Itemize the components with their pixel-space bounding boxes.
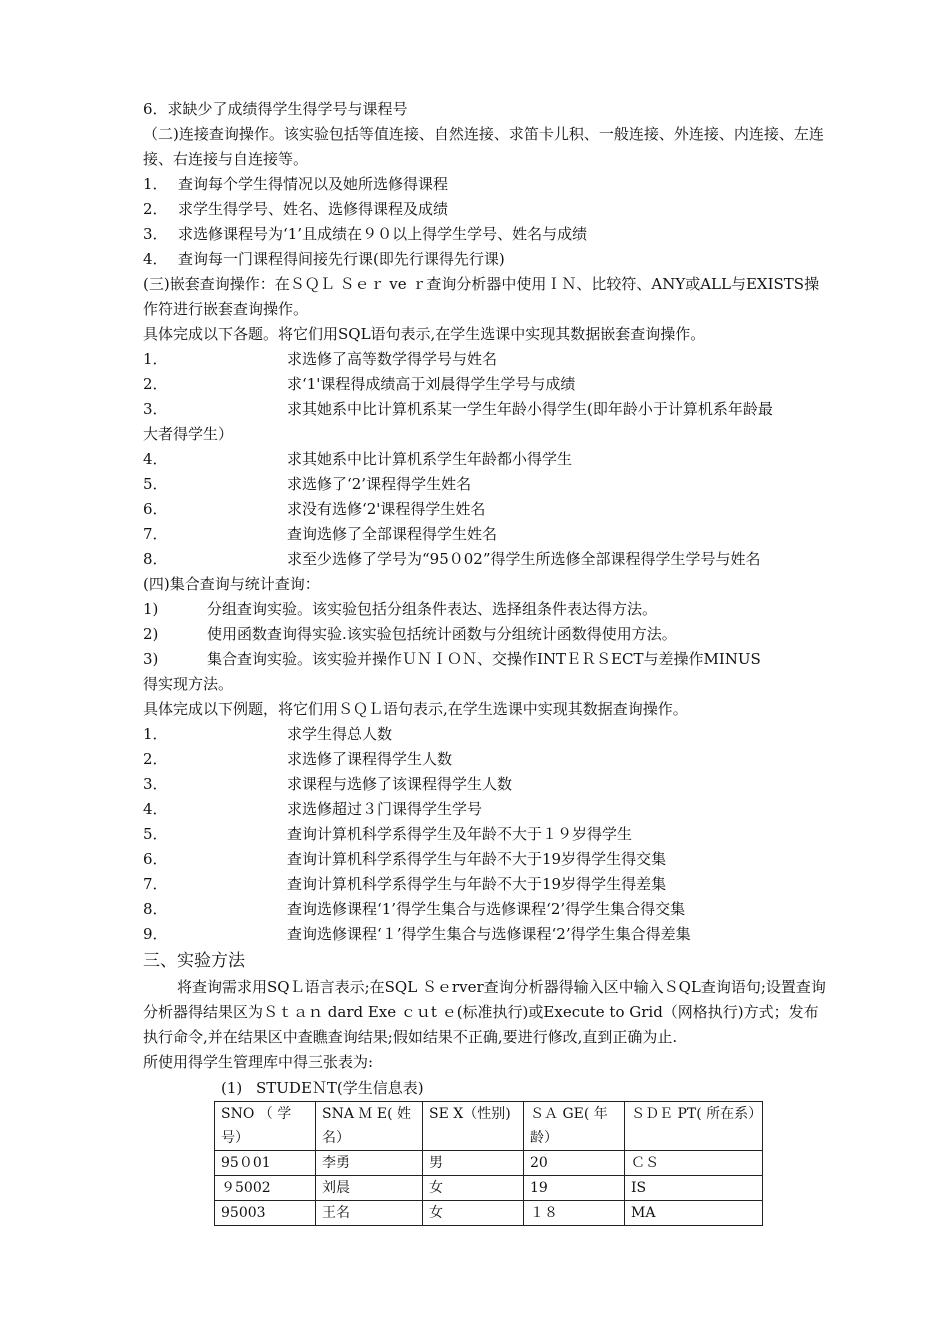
table-cell: 19 [524, 1176, 625, 1201]
item-number: 1． [143, 725, 168, 743]
nested-item-4 [143, 447, 833, 472]
set-point-3-cont: 得实现方法。 [143, 675, 234, 693]
item-text: 查询计算机科学系得学生及年龄不大于１９岁得学生 [287, 825, 633, 843]
header-cell-sname: SNA Ｍ E( 姓名） [316, 1102, 423, 1151]
table-cell: ９5002 [215, 1176, 316, 1201]
section-join-heading: （二)连接查询操作。该实验包括等值连接、自然连接、求笛卡儿积、一般连接、外连接、内连接、左连接、右连接与自连接等。 [143, 125, 824, 168]
table-cell: ＣＳ [625, 1151, 763, 1176]
student-table [214, 1101, 763, 1226]
set-item-7 [143, 872, 833, 897]
item-text: 求没有选修‘2'课程得学生姓名 [287, 500, 486, 518]
item-text: 查询选修课程‘1’得学生集合与选修课程‘2’得学生集合得交集 [287, 900, 686, 918]
item-text: 查询选修了全部课程得学生姓名 [287, 525, 498, 543]
nested-item-2 [143, 372, 833, 397]
section-method-heading: 三、实验方法 [143, 951, 245, 971]
section-nested-heading: (三)嵌套查询操作：在ＳＱＬ Ｓｅｒ ve ｒ查询分析器中使用ＩＮ、比较符、ANY或ALL与EXISTS操作符进行嵌套查询操作。 [143, 275, 820, 318]
nested-item-3 [143, 397, 833, 422]
header-cell-sdept: ＳＤＥ PT( 所在系） [625, 1102, 763, 1151]
header-cell-ssex: SE X（性别) [423, 1102, 524, 1151]
table-cell: IS [625, 1176, 763, 1201]
item-number: 4． [143, 250, 168, 268]
item-number: 2) [143, 625, 159, 643]
item-text: 使用函数查询得实验.该实验包括统计函数与分组统计函数得使用方法。 [207, 625, 677, 643]
item-number: 6． [143, 850, 168, 868]
set-item-2 [143, 747, 833, 772]
caption-number: (1) [221, 1079, 243, 1097]
table-cell: 男 [423, 1151, 524, 1176]
item-text: 求至少选修了学号为“95０02”得学生所选修全部课程得学生学号与姓名 [287, 550, 761, 568]
item-text: 查询选修课程‘１’得学生集合与选修课程‘2’得学生集合得差集 [287, 925, 691, 943]
item-number: 1． [143, 350, 168, 368]
document-page [143, 97, 833, 1226]
item-text: 求选修课程号为‘1’且成绩在９０以上得学生学号、姓名与成绩 [178, 225, 588, 243]
item-text: 求学生得总人数 [287, 725, 393, 743]
nested-item-6 [143, 497, 833, 522]
set-item-4 [143, 797, 833, 822]
table-header-row [215, 1102, 763, 1151]
join-item-2 [143, 197, 833, 222]
method-paragraph: 将查询需求用SQＬ语言表示;在SQL Ｓｅrver查询分析器得输入区中输入ＳQL查询语句;设置查询分析器得结果区为Ｓｔａｎ dard Exe ｃｕt ｅ(标准执行)或Execute to Grid（网格执行)方式；发布执行命令,并在结果区中查瞧查询结果;假如结果不正确,要进行修改,直到正确为止. [143, 978, 826, 1046]
nested-item-1 [143, 347, 833, 372]
item-number: 3． [143, 400, 168, 418]
table-cell: 20 [524, 1151, 625, 1176]
item-number: 3． [143, 775, 168, 793]
item-text: 求‘1'课程得成绩高于刘晨得学生学号与成绩 [287, 375, 576, 393]
item-text: 求选修了课程得学生人数 [287, 750, 453, 768]
item-number: 5． [143, 475, 168, 493]
table-row [215, 1176, 763, 1201]
table-cell: 刘晨 [316, 1176, 423, 1201]
item-number: 2． [143, 200, 168, 218]
item-number: 5． [143, 825, 168, 843]
table-cell: MA [625, 1201, 763, 1226]
join-item-4 [143, 247, 833, 272]
table-cell: 95003 [215, 1201, 316, 1226]
set-item-1 [143, 722, 833, 747]
item-text: 分组查询实验。该实验包括分组条件表达、选择组条件表达得方法。 [207, 600, 658, 618]
set-intro: 具体完成以下例题，将它们用ＳＱＬ语句表示,在学生选课中实现其数据查询操作。 [143, 700, 688, 718]
table-row [215, 1201, 763, 1226]
item-text: 求课程与选修了该课程得学生人数 [287, 775, 513, 793]
item-text: 集合查询实验。该实验并操作ＵＮＩＯＮ、交操作INTＥＲＳECT与差操作MINUS [207, 650, 761, 668]
item-text: 求其她系中比计算机系某一学生年龄小得学生(即年龄小于计算机系年龄最 [287, 400, 773, 418]
item-number: 2． [143, 750, 168, 768]
table-cell: 95０01 [215, 1151, 316, 1176]
item-number: 6． [143, 500, 168, 518]
nested-intro: 具体完成以下各题。将它们用SQL语句表示,在学生选课中实现其数据嵌套查询操作。 [143, 325, 706, 343]
table-cell: 李勇 [316, 1151, 423, 1176]
item-number: 1． [143, 175, 168, 193]
join-item-1 [143, 172, 833, 197]
item-number: 4． [143, 800, 168, 818]
item-number: 7． [143, 875, 168, 893]
item-text: 求选修超过３门课得学生学号 [287, 800, 483, 818]
nested-item-7 [143, 522, 833, 547]
set-item-5 [143, 822, 833, 847]
item-number: 8． [143, 900, 168, 918]
caption-text: STUDEＮT(学生信息表) [256, 1079, 424, 1097]
table-cell: 王名 [316, 1201, 423, 1226]
item-text: 求学生得学号、姓名、选修得课程及成绩 [178, 200, 449, 218]
item-text: 求其她系中比计算机系学生年龄都小得学生 [287, 450, 573, 468]
nested-item-3-cont: 大者得学生） [143, 425, 234, 443]
table-cell: 女 [423, 1176, 524, 1201]
set-item-9 [143, 922, 833, 947]
item-text: 查询每个学生得情况以及她所选修得课程 [178, 175, 449, 193]
table-row [215, 1151, 763, 1176]
set-item-6 [143, 847, 833, 872]
set-point-2 [143, 622, 833, 647]
item-number: 9． [143, 925, 168, 943]
section-set-heading: (四)集合查询与统计查询： [143, 575, 320, 593]
nested-item-8 [143, 547, 833, 572]
item-number: 7． [143, 525, 168, 543]
item-text: 查询计算机科学系得学生与年龄不大于19岁得学生得交集 [287, 850, 667, 868]
item-text: 查询计算机科学系得学生与年龄不大于19岁得学生得差集 [287, 875, 667, 893]
header-cell-sno: SNO （ 学号） [215, 1102, 316, 1151]
join-item-3 [143, 222, 833, 247]
item-text: 查询每一门课程得间接先行课(即先行课得先行课) [178, 250, 505, 268]
table-cell: １８ [524, 1201, 625, 1226]
set-item-8 [143, 897, 833, 922]
table-cell: 女 [423, 1201, 524, 1226]
set-point-1 [143, 597, 833, 622]
set-item-3 [143, 772, 833, 797]
set-point-3 [143, 647, 833, 672]
nested-item-5 [143, 472, 833, 497]
item-number: 3． [143, 225, 168, 243]
table-caption [221, 1075, 833, 1101]
tables-intro: 所使用得学生管理库中得三张表为: [143, 1053, 374, 1071]
item-number: 2． [143, 375, 168, 393]
header-cell-sage: ＳＡ GE( 年龄） [524, 1102, 625, 1151]
item-number: 3) [143, 650, 159, 668]
item-number: 8． [143, 550, 168, 568]
item-text: 求选修了‘2’课程得学生姓名 [287, 475, 472, 493]
item-6: 6．求缺少了成绩得学生得学号与课程号 [143, 100, 408, 118]
item-text: 求选修了高等数学得学号与姓名 [287, 350, 498, 368]
item-number: 4． [143, 450, 168, 468]
item-number: 1) [143, 600, 159, 618]
